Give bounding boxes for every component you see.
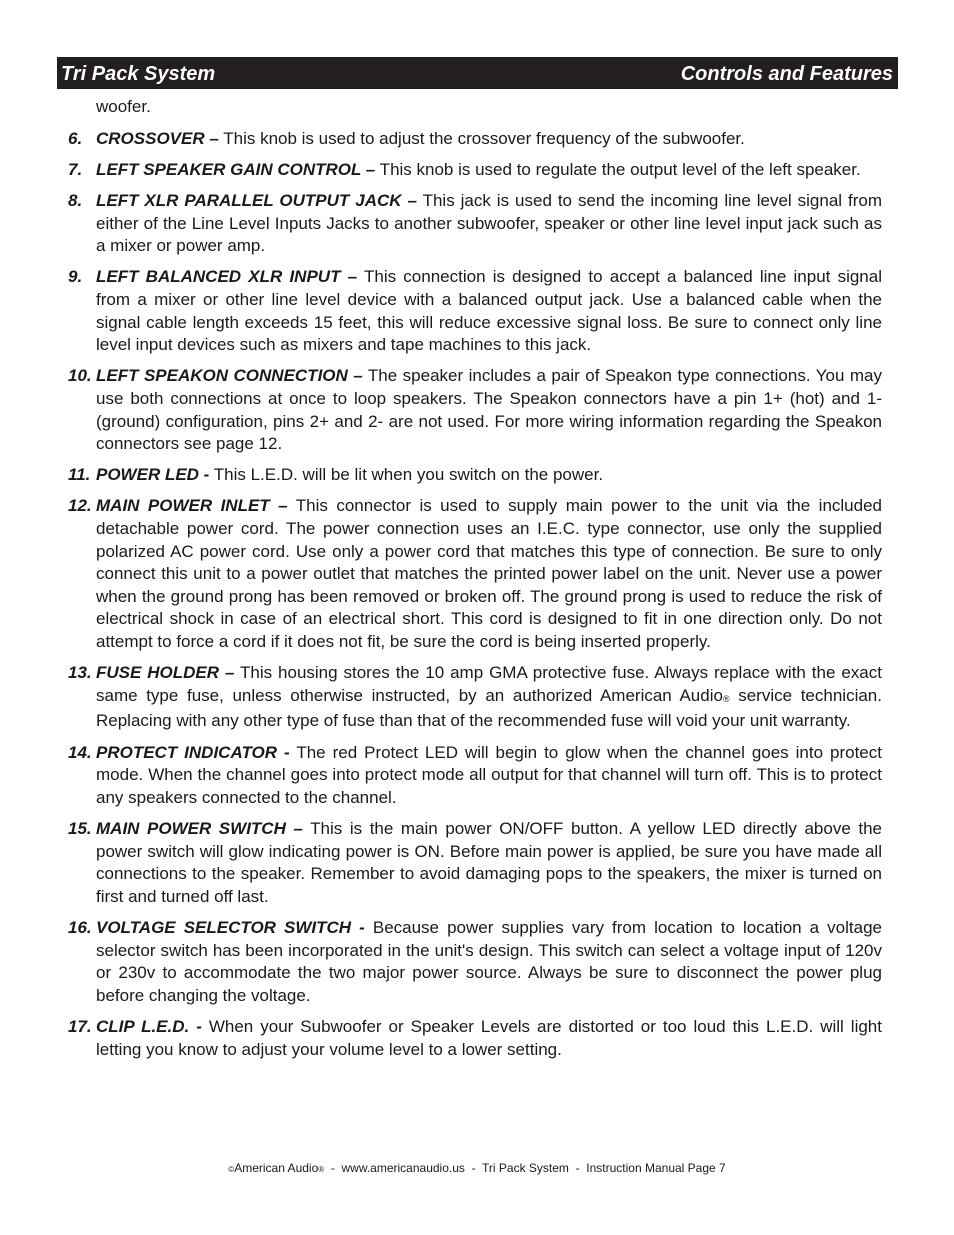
item-title: FUSE HOLDER – bbox=[96, 663, 235, 683]
list-item-6 bbox=[68, 128, 882, 151]
item-title: POWER LED - bbox=[96, 465, 210, 485]
footer-page-label: Instruction Manual Page 7 bbox=[586, 1161, 726, 1175]
page-footer bbox=[0, 1161, 954, 1175]
item-text: This connection is designed to accept a balanced line input signal from a mixer or other line level device with a balanced output jack. Use a balanced cable when the signal cable length exceeds 15 feet, this will reduce excessive signal loss. Be sure to connect only line level input devices such as mixers and tape machines to this jack. bbox=[96, 267, 882, 355]
list-item-15 bbox=[68, 818, 882, 908]
list-item-16 bbox=[68, 917, 882, 1007]
item-title: LEFT BALANCED XLR INPUT – bbox=[96, 267, 358, 287]
list-item-10 bbox=[68, 365, 882, 455]
item-number: 15. bbox=[68, 818, 92, 838]
item-text: Because power supplies vary from location to location a voltage selector switch has been incorporated in the unit's design. This switch can select a voltage input of 120v or 230v to accommodate the two major power source. Always be sure to disconnect the power plug before changing the voltage. bbox=[96, 917, 882, 1005]
item-text: This connector is used to supply main power to the unit via the included detachable power cord. The power connection uses an I.E.C. type connector, use only the supplied polarized AC power cord. Use only a power cord that matches this type of connection. Be sure to only connect this unit to a power outlet that matches the printed power label on the unit. Never use a power when the ground prong has been removed or broken off. The ground prong is used to reduce the risk of electrical shock in case of an electrical short. This cord is designed to fit in one direction only. Do not attempt to force a cord if it does not fit, be sure the cord is being inserted properly. bbox=[96, 496, 882, 652]
item-number: 11. bbox=[68, 465, 91, 485]
item-title: LEFT SPEAKON CONNECTION – bbox=[96, 366, 363, 386]
list-item-8 bbox=[68, 190, 882, 258]
footer-separator: - bbox=[464, 1161, 483, 1175]
list-item-7 bbox=[68, 159, 882, 182]
header-bar bbox=[57, 57, 898, 89]
item-number: 7. bbox=[68, 159, 83, 179]
item-title: CROSSOVER – bbox=[96, 128, 219, 148]
item-title: VOLTAGE SELECTOR SWITCH - bbox=[96, 917, 365, 937]
list-item-17 bbox=[68, 1016, 882, 1061]
item-title: CLIP L.E.D. - bbox=[96, 1016, 202, 1036]
header-right-title: Controls and Features bbox=[680, 62, 893, 85]
footer-separator: - bbox=[568, 1161, 587, 1175]
item-text-continued: service technician. Replacing with any other type of fuse than that of the recommended fuse will void your unit warranty. bbox=[96, 685, 882, 731]
item-number: 17. bbox=[68, 1016, 92, 1036]
main-content bbox=[68, 96, 882, 1070]
footer-company: American Audio bbox=[234, 1161, 319, 1175]
item-title: LEFT XLR PARALLEL OUTPUT JACK – bbox=[96, 190, 417, 210]
registered-mark: ® bbox=[722, 693, 730, 704]
item-number: 9. bbox=[68, 267, 83, 287]
item-text: This is the main power ON/OFF button. A yellow LED directly above the power switch will glow indicating power is ON. Before main power is applied, be sure you have made all connections to the speaker. Remember to avoid damaging pops to the speakers, the mixer is turned on first and turned off last. bbox=[96, 818, 882, 906]
header-left-title: Tri Pack System bbox=[61, 62, 216, 85]
item-number: 16. bbox=[68, 917, 92, 937]
item-title: LEFT SPEAKER GAIN CONTROL – bbox=[96, 159, 376, 179]
item-title: PROTECT INDICATOR - bbox=[96, 742, 290, 762]
footer-separator: - bbox=[324, 1161, 342, 1175]
item-text: This L.E.D. will be lit when you switch on the power. bbox=[209, 465, 604, 485]
list-item-11 bbox=[68, 464, 882, 487]
item-number: 14. bbox=[68, 742, 92, 762]
item-text: The red Protect LED will begin to glow when the channel goes into protect mode. When the channel goes into protect mode all output for that channel will turn off. This is to protect any speakers connected to the channel. bbox=[96, 742, 882, 807]
footer-website: www.americanaudio.us bbox=[341, 1161, 465, 1175]
item-title: MAIN POWER SWITCH – bbox=[96, 818, 303, 838]
list-item-13 bbox=[68, 662, 882, 733]
item-number: 8. bbox=[68, 190, 83, 210]
item-number: 13. bbox=[68, 663, 92, 683]
item-title: MAIN POWER INLET – bbox=[96, 496, 288, 516]
footer-registered-symbol: ® bbox=[318, 1165, 325, 1174]
list-item-9 bbox=[68, 266, 882, 356]
copyright-symbol: © bbox=[228, 1165, 235, 1174]
item-text: The speaker includes a pair of Speakon type connections. You may use both connections at once to loop speakers. The Speakon connectors have a pin 1+ (hot) and 1- (ground) configuration, pins 2+ and 2- are not used. For more wiring information regarding the Speakon connectors see page 12. bbox=[96, 366, 882, 454]
continuation-text: woofer. bbox=[96, 97, 151, 116]
item-text: This housing stores the 10 amp GMA protective fuse. Always replace with the exact same type fuse, unless otherwise instructed, by an authorized American Audio bbox=[96, 663, 882, 705]
item-number: 10. bbox=[68, 366, 92, 386]
item-number: 12. bbox=[68, 496, 92, 516]
list-item-12 bbox=[68, 495, 882, 653]
item-number: 6. bbox=[68, 128, 83, 148]
item-text: This jack is used to send the incoming line level signal from either of the Line Level Inputs Jacks to another subwoofer, speaker or other line level input jack such as a mixer or power amp. bbox=[96, 190, 882, 256]
item-text: This knob is used to adjust the crossover frequency of the subwoofer. bbox=[218, 128, 745, 148]
item-text: This knob is used to regulate the output level of the left speaker. bbox=[375, 159, 861, 179]
item-text: When your Subwoofer or Speaker Levels are distorted or too loud this L.E.D. will light letting you know to adjust your volume level to a lower setting. bbox=[96, 1016, 882, 1059]
list-item-14 bbox=[68, 742, 882, 810]
footer-product: Tri Pack System bbox=[482, 1161, 569, 1175]
